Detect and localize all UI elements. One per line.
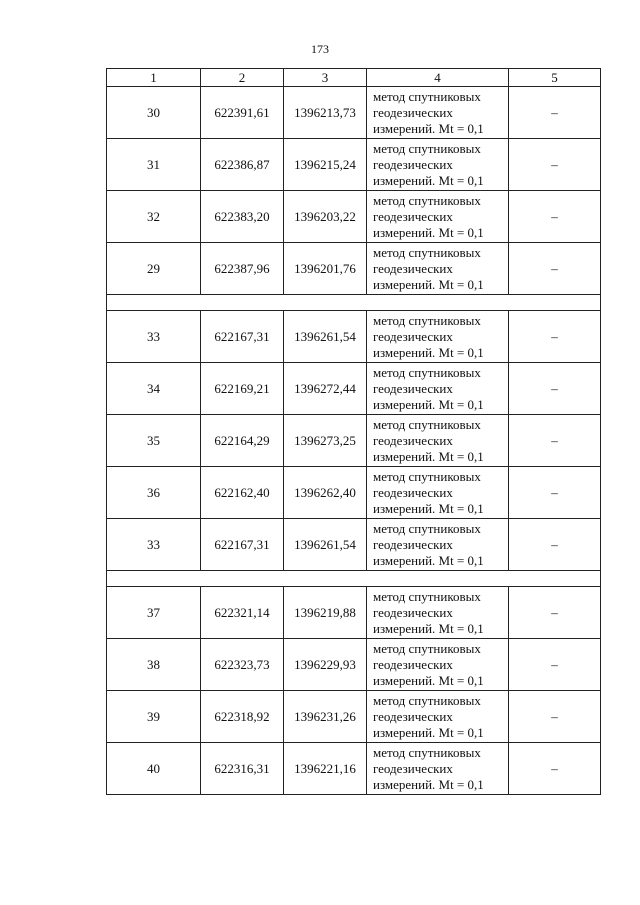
method-cell bbox=[367, 311, 509, 363]
note-cell: – bbox=[509, 243, 601, 295]
note-cell: – bbox=[509, 691, 601, 743]
table-row bbox=[107, 139, 601, 191]
method-text-line: измерений. Mt = 0,1 bbox=[373, 776, 484, 792]
point-number-cell: 37 bbox=[107, 587, 201, 639]
method-text-line: измерений. Mt = 0,1 bbox=[373, 396, 484, 412]
method-cell bbox=[367, 191, 509, 243]
method-text-line: геодезических bbox=[373, 536, 453, 552]
note-cell: – bbox=[509, 311, 601, 363]
method-text-line: измерений. Mt = 0,1 bbox=[373, 552, 484, 568]
method-text-line: измерений. Mt = 0,1 bbox=[373, 672, 484, 688]
method-text-line: метод спутниковых bbox=[373, 520, 481, 536]
note-cell: – bbox=[509, 87, 601, 139]
point-number-cell: 31 bbox=[107, 139, 201, 191]
table-row bbox=[107, 363, 601, 415]
x-coordinate-cell: 622318,92 bbox=[201, 691, 284, 743]
y-coordinate-cell: 1396201,76 bbox=[284, 243, 367, 295]
y-coordinate-cell: 1396261,54 bbox=[284, 519, 367, 571]
y-coordinate-cell: 1396219,88 bbox=[284, 587, 367, 639]
table-row bbox=[107, 191, 601, 243]
method-cell bbox=[367, 87, 509, 139]
method-text-line: измерений. Mt = 0,1 bbox=[373, 724, 484, 740]
method-cell bbox=[367, 363, 509, 415]
method-text-line: измерений. Mt = 0,1 bbox=[373, 276, 484, 292]
point-number-cell: 34 bbox=[107, 363, 201, 415]
method-text-line: метод спутниковых bbox=[373, 244, 481, 260]
method-text-line: метод спутниковых bbox=[373, 640, 481, 656]
x-coordinate-cell: 622162,40 bbox=[201, 467, 284, 519]
method-text-line: геодезических bbox=[373, 156, 453, 172]
x-coordinate-cell: 622387,96 bbox=[201, 243, 284, 295]
method-text-line: метод спутниковых bbox=[373, 468, 481, 484]
method-text-line: метод спутниковых bbox=[373, 140, 481, 156]
method-text-line: метод спутниковых bbox=[373, 88, 481, 104]
point-number-cell: 40 bbox=[107, 743, 201, 795]
table-header-row bbox=[107, 69, 601, 87]
column-header: 3 bbox=[284, 69, 367, 87]
note-cell: – bbox=[509, 639, 601, 691]
table-row bbox=[107, 587, 601, 639]
method-text-line: геодезических bbox=[373, 328, 453, 344]
column-header: 1 bbox=[107, 69, 201, 87]
method-cell bbox=[367, 415, 509, 467]
method-text-line: метод спутниковых bbox=[373, 744, 481, 760]
method-text-line: измерений. Mt = 0,1 bbox=[373, 620, 484, 636]
y-coordinate-cell: 1396229,93 bbox=[284, 639, 367, 691]
note-cell: – bbox=[509, 467, 601, 519]
y-coordinate-cell: 1396273,25 bbox=[284, 415, 367, 467]
table-row bbox=[107, 743, 601, 795]
coordinates-table bbox=[106, 68, 601, 795]
point-number-cell: 33 bbox=[107, 311, 201, 363]
method-cell bbox=[367, 639, 509, 691]
method-text-line: метод спутниковых bbox=[373, 364, 481, 380]
table-row bbox=[107, 87, 601, 139]
x-coordinate-cell: 622383,20 bbox=[201, 191, 284, 243]
method-text-line: измерений. Mt = 0,1 bbox=[373, 344, 484, 360]
y-coordinate-cell: 1396231,26 bbox=[284, 691, 367, 743]
method-text-line: геодезических bbox=[373, 380, 453, 396]
method-text-line: геодезических bbox=[373, 432, 453, 448]
method-text-line: метод спутниковых bbox=[373, 588, 481, 604]
note-cell: – bbox=[509, 139, 601, 191]
x-coordinate-cell: 622169,21 bbox=[201, 363, 284, 415]
table-row bbox=[107, 311, 601, 363]
point-number-cell: 36 bbox=[107, 467, 201, 519]
method-cell bbox=[367, 467, 509, 519]
x-coordinate-cell: 622391,61 bbox=[201, 87, 284, 139]
method-cell bbox=[367, 691, 509, 743]
method-text-line: геодезических bbox=[373, 484, 453, 500]
x-coordinate-cell: 622386,87 bbox=[201, 139, 284, 191]
method-text-line: измерений. Mt = 0,1 bbox=[373, 500, 484, 516]
y-coordinate-cell: 1396221,16 bbox=[284, 743, 367, 795]
method-text-line: геодезических bbox=[373, 760, 453, 776]
column-header: 5 bbox=[509, 69, 601, 87]
x-coordinate-cell: 622167,31 bbox=[201, 311, 284, 363]
point-number-cell: 33 bbox=[107, 519, 201, 571]
y-coordinate-cell: 1396262,40 bbox=[284, 467, 367, 519]
x-coordinate-cell: 622167,31 bbox=[201, 519, 284, 571]
point-number-cell: 29 bbox=[107, 243, 201, 295]
method-text-line: измерений. Mt = 0,1 bbox=[373, 172, 484, 188]
method-text-line: метод спутниковых bbox=[373, 692, 481, 708]
table-row bbox=[107, 639, 601, 691]
page-number: 173 bbox=[311, 42, 329, 56]
table-row bbox=[107, 415, 601, 467]
note-cell: – bbox=[509, 363, 601, 415]
method-text-line: метод спутниковых bbox=[373, 192, 481, 208]
method-cell bbox=[367, 243, 509, 295]
note-cell: – bbox=[509, 587, 601, 639]
y-coordinate-cell: 1396213,73 bbox=[284, 87, 367, 139]
method-cell bbox=[367, 587, 509, 639]
y-coordinate-cell: 1396272,44 bbox=[284, 363, 367, 415]
method-text-line: измерений. Mt = 0,1 bbox=[373, 224, 484, 240]
y-coordinate-cell: 1396215,24 bbox=[284, 139, 367, 191]
coordinates-table-body bbox=[107, 69, 601, 795]
method-text-line: геодезических bbox=[373, 656, 453, 672]
table-row bbox=[107, 691, 601, 743]
separator-cell bbox=[107, 571, 601, 587]
method-text-line: измерений. Mt = 0,1 bbox=[373, 120, 484, 136]
column-header: 2 bbox=[201, 69, 284, 87]
point-number-cell: 30 bbox=[107, 87, 201, 139]
method-text-line: геодезических bbox=[373, 208, 453, 224]
method-text-line: метод спутниковых bbox=[373, 312, 481, 328]
table-row bbox=[107, 519, 601, 571]
x-coordinate-cell: 622323,73 bbox=[201, 639, 284, 691]
method-text-line: геодезических bbox=[373, 260, 453, 276]
column-header: 4 bbox=[367, 69, 509, 87]
x-coordinate-cell: 622164,29 bbox=[201, 415, 284, 467]
note-cell: – bbox=[509, 415, 601, 467]
method-cell bbox=[367, 743, 509, 795]
section-separator-row bbox=[107, 571, 601, 587]
note-cell: – bbox=[509, 519, 601, 571]
method-text-line: геодезических bbox=[373, 104, 453, 120]
method-text-line: геодезических bbox=[373, 708, 453, 724]
method-cell bbox=[367, 139, 509, 191]
method-text-line: измерений. Mt = 0,1 bbox=[373, 448, 484, 464]
method-text-line: метод спутниковых bbox=[373, 416, 481, 432]
method-cell bbox=[367, 519, 509, 571]
point-number-cell: 35 bbox=[107, 415, 201, 467]
x-coordinate-cell: 622321,14 bbox=[201, 587, 284, 639]
point-number-cell: 38 bbox=[107, 639, 201, 691]
x-coordinate-cell: 622316,31 bbox=[201, 743, 284, 795]
separator-cell bbox=[107, 295, 601, 311]
method-text-line: геодезических bbox=[373, 604, 453, 620]
y-coordinate-cell: 1396203,22 bbox=[284, 191, 367, 243]
note-cell: – bbox=[509, 191, 601, 243]
note-cell: – bbox=[509, 743, 601, 795]
table-row bbox=[107, 243, 601, 295]
point-number-cell: 32 bbox=[107, 191, 201, 243]
point-number-cell: 39 bbox=[107, 691, 201, 743]
table-row bbox=[107, 467, 601, 519]
y-coordinate-cell: 1396261,54 bbox=[284, 311, 367, 363]
section-separator-row bbox=[107, 295, 601, 311]
